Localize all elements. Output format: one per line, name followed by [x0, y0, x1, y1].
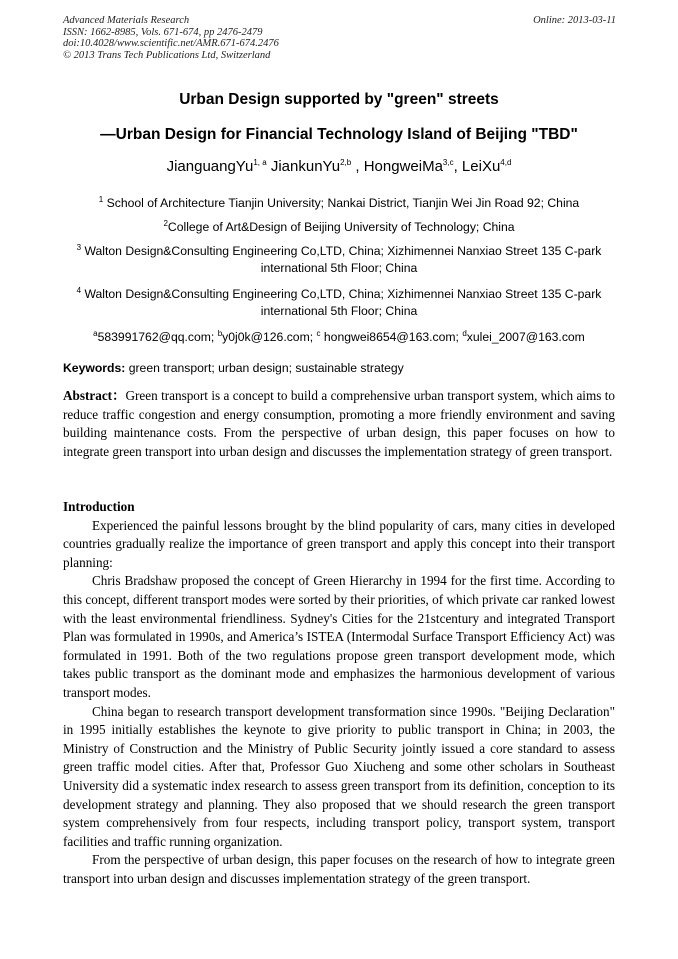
section-heading: Introduction: [63, 499, 135, 514]
authors: [40, 158, 638, 175]
online-date: Online: 2013-03-11: [533, 15, 616, 26]
keywords: Keywords: green transport; urban design; sustainable strategy: [63, 361, 404, 375]
affiliation: $^1$ School of Architecture Tianjin University; Nankai District, Tianjin Wei Jin Road 92; China: [98, 194, 580, 210]
affiliation: $^3$ Walton Design&Consulting Engineering Co,LTD, China; Xizhimennei Nanxiao Street 135 C-park international 5th Floor; China: [76, 242, 602, 275]
affiliation: $^4$ Walton Design&Consulting Engineering Co,LTD, China; Xizhimennei Nanxiao Street 135 C-park international 5th Floor; China: [76, 285, 602, 318]
author-name: JiankunYu: [270, 158, 341, 175]
abstract-label: Abstract：: [63, 388, 126, 403]
paragraph: China began to research transport development transformation since 1990s. "Beijing Declaration" in 1995 initially establishes the keynote to give priority to public transport in China; in 2003, the Ministry of Construction and the Ministry of Public Security jointly issued a core standard to assess green traffic model cities. After that, Professor Guo Xiucheng and some other scholars in Southeast University did a systematic index research to assess green transport from its definition, conception to its development strategy and planning. They also proposed that we should research the green transport system comprehensively from four respects, including transport policy, transport system, transport facilities and traffic running organization.: [63, 703, 615, 849]
doi: doi:10.4028/www.scientific.net/AMR.671-674.2476: [63, 38, 279, 49]
paragraph: Experienced the painful lessons brought by the blind popularity of cars, many cities in developed countries gradually realize the importance of green transport and apply this concept into their transport planning:: [63, 517, 615, 570]
author-sup: 4,d: [500, 158, 512, 167]
issn: ISSN: 1662-8985, Vols. 671-674, pp 2476-2479: [63, 26, 263, 38]
paper-subtitle: —Urban Design for Financial Technology Island of Beijing "TBD": [100, 126, 578, 143]
author-name: , HongweiMa: [351, 158, 443, 175]
emails: $^a$583991762@qq.com; $^b$y0j0k@126.com; $^c$ hongwei8654@163.com; $^d$xulei_2007@163.com: [93, 328, 585, 344]
author-sup: 1, a: [253, 158, 267, 167]
abstract-text: Green transport is a concept to build a comprehensive urban transport system, which aims to reduce traffic congestion and energy consumption, promoting a more friendly environment and saving building maintenance costs. From the perspective of urban design, this paper focuses on how to integrate green transport into urban design and discusses the implementation strategy of green transport.: [63, 388, 615, 459]
abstract: [63, 387, 615, 461]
paragraph: Chris Bradshaw proposed the concept of Green Hierarchy in 1994 for the first time. According to this concept, different transport modes were sorted by their priorities, of which private car ranked lowest with the least environmental friendliness. Sydney's Cities for the 21stcentury and integrated Transport Plan was formulated in 1990s, and America’s ISTEA (Intermodal Surface Transport Efficiency Act) was formulated in 1991. Both of the two regulations propose green transport development mode, which takes public transport as the dominant mode and emphasizes the harmonious development of various transport modes.: [63, 573, 615, 700]
journal-name: Advanced Materials Research: [63, 15, 190, 26]
affiliation: $^2$College of Art&Design of Beijing University of Technology; China: [163, 218, 515, 234]
journal-header: [63, 15, 279, 61]
author-sup: 2,b: [340, 158, 352, 167]
author-sup: 3,c: [442, 158, 454, 167]
copyright: © 2013 Trans Tech Publications Ltd, Switzerland: [63, 49, 271, 61]
paper-title: Urban Design supported by "green" streets: [179, 91, 499, 108]
author-name: , LeiXu: [453, 158, 501, 175]
author-name: JianguangYu: [166, 158, 254, 175]
introduction-section: [63, 498, 615, 888]
paragraph: From the perspective of urban design, this paper focuses on the research of how to integrate green transport into urban design and discusses implementation strategy of the green transport.: [63, 852, 615, 886]
